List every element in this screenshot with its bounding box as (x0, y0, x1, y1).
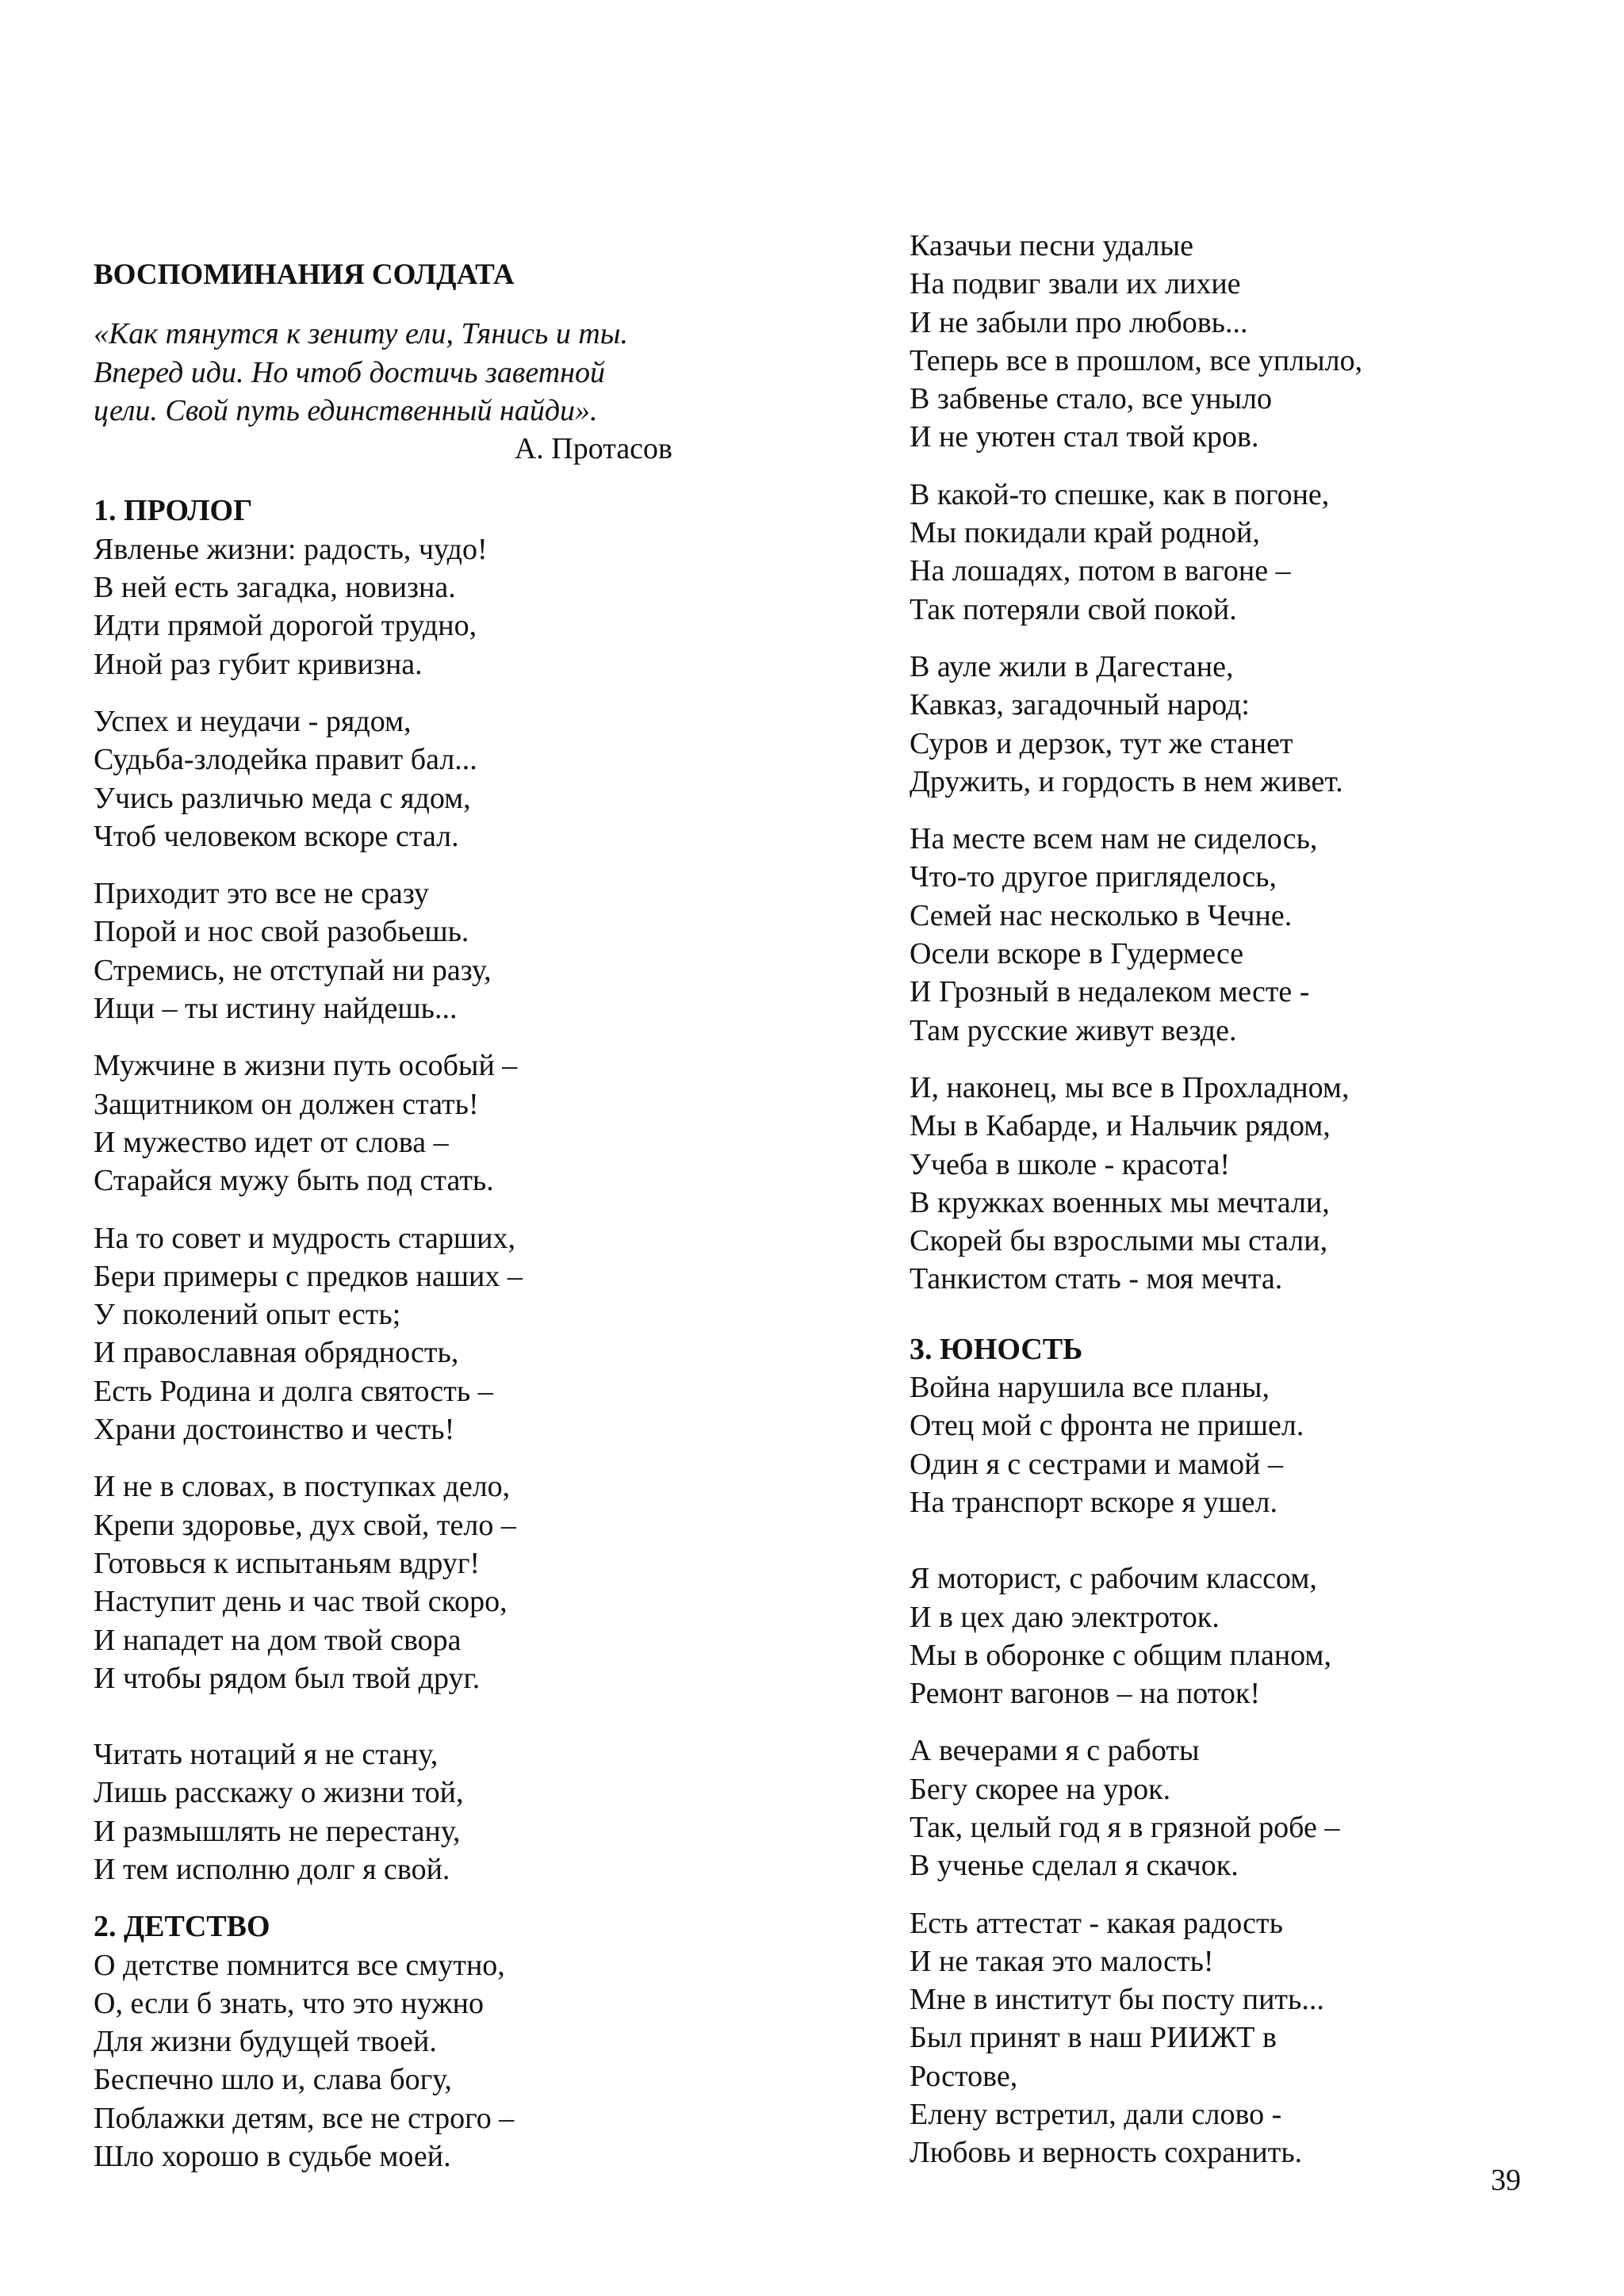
verse-line: Там русские живут везде. (910, 1013, 1237, 1047)
verse-line: Наступит день и час твой скоро, (94, 1585, 508, 1619)
epigraph (94, 315, 680, 430)
verse-line: Бери примеры с предков наших – (94, 1259, 523, 1293)
verse-line: И мужество идет от слова – (94, 1125, 449, 1159)
verse-line: Крепи здоровье, дух свой, тело – (94, 1508, 516, 1542)
verse-line: Порой и нос свой разобьешь. (94, 915, 469, 949)
verse-line: Отец мой с фронта не пришел. (910, 1409, 1304, 1443)
verse-line: Мы в оборонке с общим планом, (910, 1638, 1331, 1672)
verse-line: Иной раз губит кривизна. (94, 647, 423, 681)
verse-line: И не такая это малость! (910, 1944, 1214, 1978)
section-heading-prologue: 1. ПРОЛОГ (94, 494, 253, 528)
verse-line: На месте всем нам не сиделось, (910, 822, 1318, 856)
verse-line: Лишь расскажу о жизни той, (94, 1776, 464, 1810)
stanza (910, 648, 1496, 801)
verse-line: И тем исполню долг я свой. (94, 1852, 450, 1886)
verse-line: Успех и неудачи - рядом, (94, 704, 412, 738)
right-column (910, 227, 1496, 2191)
verse-line: На подвиг звали их лихие (910, 267, 1241, 301)
verse-line: Я моторист, с рабочим классом, (910, 1562, 1317, 1596)
stanza (910, 820, 1496, 1050)
epigraph-author: А. Протасов (514, 432, 672, 466)
epigraph-line: цели. Свой путь единственный найди». (94, 393, 598, 427)
verse-line: Чтоб человеком вскоре стал. (94, 819, 459, 853)
stanza (94, 1946, 680, 2176)
verse-line: Что-то другое пригляделось, (910, 860, 1277, 894)
verse-line: И православная обрядность, (94, 1336, 459, 1370)
stanza (94, 1219, 680, 1449)
stanza (910, 1559, 1496, 1712)
verse-line: О детстве помнится все смутно, (94, 1948, 505, 1982)
verse-line: И не уютен стал твой кров. (910, 420, 1259, 454)
verse-line: Ростове, (910, 2059, 1018, 2093)
verse-line: И Грозный в недалеком месте - (910, 975, 1310, 1009)
verse-line: Есть аттестат - какая радость (910, 1906, 1283, 1940)
verse-line: А вечерами я с работы (910, 1734, 1200, 1768)
verse-line: Мы в Кабарде, и Нальчик рядом, (910, 1109, 1331, 1143)
verse-line: Читать нотаций я не стану, (94, 1738, 439, 1772)
verse-line: Мы покидали край родной, (910, 516, 1260, 550)
verse-line: Явленье жизни: радость, чудо! (94, 532, 488, 566)
section-youth (910, 1368, 1496, 2172)
section-childhood (94, 1946, 680, 2176)
verse-line: Поблажки детям, все не строго – (94, 2101, 515, 2135)
verse-line: Ремонт вагонов – на поток! (910, 1677, 1260, 1711)
stanza (94, 530, 680, 683)
verse-line: Елену встретил, дали слово - (910, 2098, 1282, 2132)
verse-line: Идти прямой дорогой трудно, (94, 609, 477, 643)
verse-line: И размышлять не перестану, (94, 1814, 461, 1848)
verse-line: Старайся мужу быть под стать. (94, 1164, 494, 1198)
stanza (94, 1468, 680, 1697)
verse-line: На лошадях, потом в вагоне – (910, 554, 1291, 588)
verse-line: Кавказ, загадочный народ: (910, 688, 1250, 722)
verse-line: На транспорт вскоре я ушел. (910, 1485, 1277, 1519)
stanza (910, 1904, 1496, 2172)
verse-line: В кружках военных мы мечтали, (910, 1185, 1330, 1219)
stanza (910, 1368, 1496, 1521)
section-heading-youth: 3. ЮНОСТЬ (910, 1332, 1083, 1366)
verse-line: Шло хорошо в судьбе моей. (94, 2140, 451, 2174)
verse-line: В какой-то спешке, как в погоне, (910, 477, 1330, 511)
verse-line: И в цех даю электроток. (910, 1600, 1220, 1634)
poem-title: ВОСПОМИНАНИЯ СОЛДАТА (94, 258, 515, 291)
verse-line: Казачьи песни удалые (910, 229, 1194, 262)
verse-line: И не забыли про любовь... (910, 305, 1248, 339)
section-prologue (94, 530, 680, 1889)
page-number: 39 (1491, 2164, 1521, 2197)
stanza (94, 874, 680, 1027)
stanza (94, 702, 680, 855)
verse-line: Для жизни будущей твоей. (94, 2025, 437, 2059)
stanza (94, 1047, 680, 1200)
verse-line: Мне в институт бы посту пить... (910, 1983, 1324, 2017)
verse-line: Так потеряли свой покой. (910, 592, 1237, 626)
stanza (910, 227, 1496, 457)
epigraph-line: Вперед иди. Но чтоб достичь заветной (94, 355, 605, 389)
verse-line: В ней есть загадка, новизна. (94, 571, 456, 605)
verse-line: В ученье сделал я скачок. (910, 1849, 1239, 1883)
verse-line: Танкистом стать - моя мечта. (910, 1262, 1283, 1296)
epigraph-line: «Как тянутся к зениту ели, Тянись и ты. (94, 317, 629, 351)
verse-line: У поколений опыт есть; (94, 1298, 401, 1332)
verse-line: Был принят в наш РИИЖТ в (910, 2021, 1277, 2055)
verse-line: В забвенье стало, все уныло (910, 382, 1273, 416)
verse-line: Бегу скорее на урок. (910, 1772, 1171, 1806)
verse-line: И, наконец, мы все в Прохладном, (910, 1070, 1350, 1104)
verse-line: Осели вскоре в Гудермесе (910, 937, 1244, 971)
verse-line: О, если б знать, что это нужно (94, 1986, 484, 2020)
left-column (94, 256, 680, 2195)
verse-line: И чтобы рядом был твой друг. (94, 1661, 481, 1695)
verse-line: Война нарушила все планы, (910, 1371, 1270, 1405)
stanza (910, 1732, 1496, 1885)
verse-line: Готовься к испытаньям вдруг! (94, 1546, 481, 1580)
verse-line: Теперь все в прошлом, все уплыло, (910, 343, 1363, 377)
verse-line: Беспечно шло и, слава богу, (94, 2063, 452, 2097)
verse-line: Дружить, и гордость в нем живет. (910, 764, 1343, 798)
verse-line: Скорей бы взрослыми мы стали, (910, 1224, 1328, 1258)
stanza (910, 476, 1496, 629)
verse-line: Защитником он должен стать! (94, 1087, 479, 1121)
verse-line: И нападет на дом твой свора (94, 1623, 462, 1657)
verse-line: Стремись, не отступай ни разу, (94, 953, 492, 987)
verse-line: И не в словах, в поступках дело, (94, 1470, 511, 1504)
verse-line: Учеба в школе - красота! (910, 1147, 1231, 1181)
verse-line: Семей нас несколько в Чечне. (910, 898, 1293, 932)
verse-line: Учись различью меда с ядом, (94, 781, 471, 815)
verse-line: Мужчине в жизни путь особый – (94, 1049, 518, 1083)
verse-line: Храни достоинство и честь! (94, 1413, 455, 1447)
verse-line: Судьба-злодейка правит бал... (94, 743, 477, 777)
verse-line: Любовь и верность сохранить. (910, 2136, 1303, 2170)
stanza (910, 1069, 1496, 1299)
verse-line: Есть Родина и долга святость – (94, 1374, 493, 1408)
verse-line: В ауле жили в Дагестане, (910, 649, 1234, 683)
verse-line: На то совет и мудрость старших, (94, 1221, 515, 1255)
verse-line: Один я с сестрами и мамой – (910, 1447, 1283, 1481)
verse-line: Приходит это все не сразу (94, 877, 429, 911)
verse-line: Суров и дерзок, тут же станет (910, 726, 1293, 760)
section-heading-childhood: 2. ДЕТСТВО (94, 1910, 270, 1944)
stanza (94, 1735, 680, 1888)
section-childhood-continued (910, 227, 1496, 1299)
verse-line: Так, целый год я в грязной робе – (910, 1810, 1340, 1844)
verse-line: Ищи – ты истину найдешь... (94, 992, 458, 1026)
